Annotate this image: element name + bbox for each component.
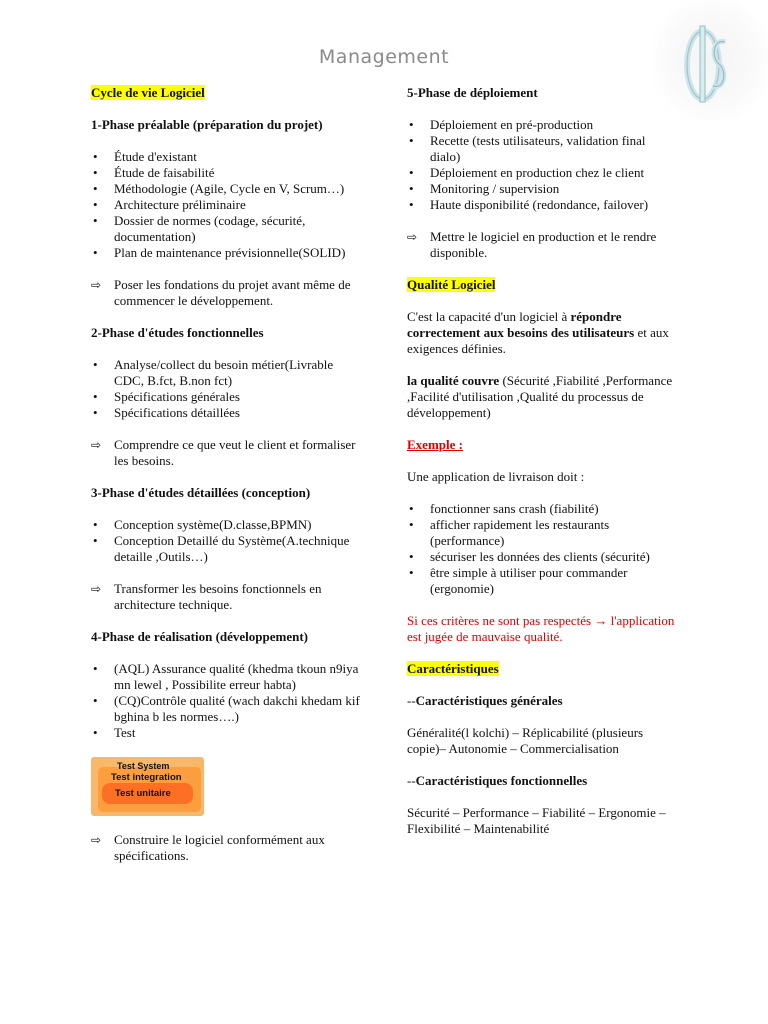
list-item: • Spécifications générales	[91, 389, 363, 405]
list-item: • être simple à utiliser pour commander (ergonomie)	[407, 565, 677, 597]
phase-result	[91, 832, 363, 864]
list-item: • Monitoring / supervision	[407, 181, 677, 197]
phase-result-text: Construire le logiciel conformément aux spécifications.	[114, 832, 325, 863]
example-intro: Une application de livraison doit :	[407, 469, 585, 484]
list-item: • Test	[91, 725, 363, 741]
phase-result-text: Mettre le logiciel en production et le rendre disponible.	[430, 229, 657, 260]
list-item: • Conception Detaillé du Système(A.technique detaille ,Outils…)	[91, 533, 363, 565]
dash-prefix: --	[407, 773, 416, 788]
list-item: • Déploiement en pré-production	[407, 117, 677, 133]
phase-list	[91, 517, 363, 565]
phase-list	[91, 149, 363, 261]
quality-definition	[407, 309, 677, 357]
right-column	[407, 85, 677, 853]
left-column	[91, 85, 363, 880]
phase-title: 5-Phase de déploiement	[407, 85, 538, 100]
list-item: • (AQL) Assurance qualité (khedma tkoun n9iya mn lewel , Possibilite erreur habta)	[91, 661, 363, 693]
arrow-icon: ⇨	[91, 582, 102, 596]
list-item: • Spécifications détaillées	[91, 405, 363, 421]
list-item: • afficher rapidement les restaurants (performance)	[407, 517, 677, 549]
list-item: • Étude d'existant	[91, 149, 363, 165]
phase-result-text: Comprendre ce que veut le client et formaliser les besoins.	[114, 437, 356, 468]
phase-result	[91, 277, 363, 309]
covers-label: la qualité couvre	[407, 373, 500, 388]
phase-result	[407, 229, 677, 261]
list-item: • Dossier de normes (codage, sécurité, documentation)	[91, 213, 363, 245]
definition-text: C'est la capacité d'un logiciel à	[407, 309, 571, 324]
definition-text-end: et aux exigences définies.	[407, 325, 669, 356]
example-label: Exemple :	[407, 437, 463, 452]
list-item: • Étude de faisabilité	[91, 165, 363, 181]
phase-list	[91, 661, 363, 741]
example-list	[407, 501, 677, 597]
arrow-icon: ⇨	[91, 438, 102, 452]
test-unit-label: Test unitaire	[115, 788, 171, 799]
list-item: • Architecture préliminaire	[91, 197, 363, 213]
list-item: • Méthodologie (Agile, Cycle en V, Scrum…)	[91, 181, 363, 197]
functional-characteristics-title	[407, 773, 677, 789]
general-characteristics-text: Généralité(l kolchi) – Réplicabilité (plusieurs copie)– Autonomie – Commercialisation	[407, 725, 644, 756]
list-item: • Analyse/collect du besoin métier(Livrable CDC, B.fct, B.non fct)	[91, 357, 363, 389]
list-item: • Plan de maintenance prévisionnelle(SOLID)	[91, 245, 363, 261]
functional-characteristics-text: Sécurité – Performance – Fiabilité – Ergonomie – Flexibilité – Maintenabilité	[407, 805, 666, 836]
phase-result-text: Poser les fondations du projet avant même de commencer le développement.	[114, 277, 351, 308]
list-item: • Recette (tests utilisateurs, validation final dialo)	[407, 133, 677, 165]
list-item: • fonctionner sans crash (fiabilité)	[407, 501, 677, 517]
arrow-icon: ⇨	[91, 278, 102, 292]
phase-result	[91, 437, 363, 469]
subheading: Caractéristiques fonctionnelles	[415, 773, 588, 788]
section-heading: Caractéristiques	[407, 661, 499, 676]
phase-title: 3-Phase d'études détaillées (conception)	[91, 485, 311, 500]
covers-text: (Sécurité ,Fiabilité ,Performance ,Facilité d'utilisation ,Qualité du processus de développement)	[407, 373, 673, 420]
phase-title: 4-Phase de réalisation (développement)	[91, 629, 309, 644]
definition-bold: répondre correctement aux besoins des utilisateurs	[407, 309, 635, 340]
page-title: Management	[318, 46, 450, 68]
section-heading: Cycle de vie Logiciel	[91, 85, 205, 100]
test-system-label: Test System	[117, 761, 170, 771]
arrow-icon: ⇨	[407, 230, 418, 244]
quality-covers	[407, 373, 677, 421]
quality-warning: Si ces critères ne sont pas respectés → l'application est jugée de mauvaise qualité.	[407, 613, 675, 644]
test-levels-diagram	[91, 757, 204, 816]
list-item: • Conception système(D.classe,BPMN)	[91, 517, 363, 533]
list-item: • Haute disponibilité (redondance, failover)	[407, 197, 677, 213]
list-item: • (CQ)Contrôle qualité (wach dakchi khedam kif bghina b les normes….)	[91, 693, 363, 725]
phase-result	[91, 581, 363, 613]
section-heading: Qualité Logiciel	[407, 277, 496, 292]
arrow-icon: ⇨	[91, 833, 102, 847]
phase-result-text: Transformer les besoins fonctionnels en architecture technique.	[114, 581, 322, 612]
general-characteristics-title	[407, 693, 677, 709]
list-item: • sécuriser les données des clients (sécurité)	[407, 549, 677, 565]
phase-list	[407, 117, 677, 213]
phase-title: 1-Phase préalable (préparation du projet)	[91, 117, 323, 132]
list-item: • Déploiement en production chez le client	[407, 165, 677, 181]
phase-list	[91, 357, 363, 421]
test-integration-label: Test integration	[111, 772, 182, 783]
subheading: Caractéristiques générales	[415, 693, 563, 708]
phase-title: 2-Phase d'études fonctionnelles	[91, 325, 264, 340]
dash-prefix: --	[407, 693, 416, 708]
